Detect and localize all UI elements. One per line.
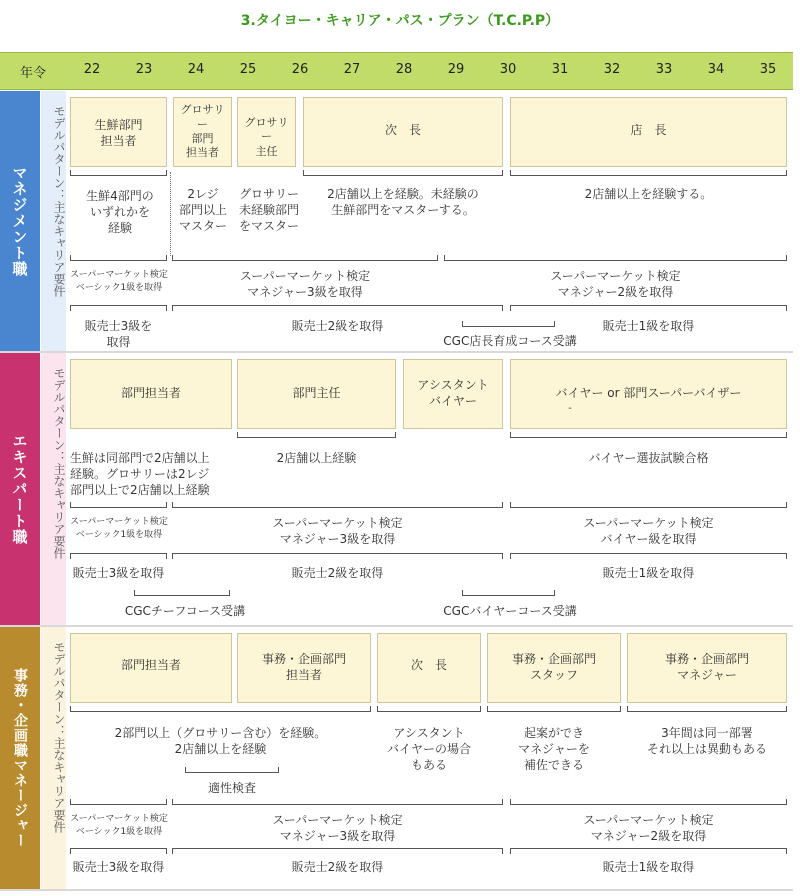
- box-assistant-buyer: アシスタント バイヤー: [403, 359, 503, 429]
- year-35: 35: [759, 62, 777, 77]
- note-office-2-depts: 2部門以上（グロサリー含む）を経験。 2店舗以上を経験: [114, 726, 327, 757]
- age-label: 年令: [19, 66, 46, 81]
- management-sub-label: モデルパターン：主なキャリア要件: [41, 91, 66, 351]
- note-2-register: 2レジ 部門以上 マスター: [178, 187, 227, 234]
- note-buyer-exam: バイヤー選抜試験合格: [588, 451, 709, 465]
- year-29: 29: [447, 62, 465, 77]
- year-32: 32: [603, 62, 621, 77]
- expert-exam-manager-3: スーパーマーケット検定 マネジャー3級を取得: [272, 516, 403, 547]
- expert-sales-2: 販売士2級を取得: [291, 566, 384, 580]
- office-sales-2: 販売士2級を取得: [291, 860, 384, 874]
- exam-basic-1: スーパーマーケット検定 ベーシック1級を取得: [70, 270, 168, 293]
- note-dept-stores: 生鮮は同部門で2店舗以上 経験。グロサリーは2レジ 部門以上で2店舗以上経験: [70, 451, 210, 498]
- aptitude-test: 適性検査: [207, 781, 256, 795]
- note-fresh-4: 生鮮4部門の いずれかを 経験: [86, 189, 154, 236]
- buyer-supervisor-label: バイヤー or 部門スーパーバイザー: [555, 386, 742, 401]
- year-22: 22: [83, 62, 101, 77]
- office-exam-manager-3: スーパーマーケット検定 マネジャー3級を取得: [272, 813, 403, 844]
- year-34: 34: [707, 62, 725, 77]
- note-expert-2-stores: 2店舗以上経験: [276, 451, 357, 465]
- box-store-manager: 店 長: [510, 97, 787, 167]
- management-band: マネジメント職: [0, 91, 40, 351]
- box-grocery-chief: グロサリー 主任: [237, 97, 296, 167]
- year-31: 31: [551, 62, 569, 77]
- sales-3: 販売士3級を 取得: [84, 319, 153, 350]
- year-28: 28: [395, 62, 413, 77]
- box-office-planning-staff2: 事務・企画部門 スタッフ: [487, 633, 621, 703]
- office-sub-label: モデルパターン：主なキャリア要件: [41, 627, 66, 889]
- office-exam-manager-2: スーパーマーケット検定 マネジャー2級を取得: [583, 813, 714, 844]
- exam-manager-3: スーパーマーケット検定 マネジャー3級を取得: [239, 269, 371, 300]
- year-30: 30: [499, 62, 517, 77]
- note-draft-proposal: 起案ができ マネジャーを 補佐できる: [518, 726, 590, 773]
- year-27: 27: [343, 62, 361, 77]
- expert-exam-basic-1: スーパーマーケット検定 ベーシック1級を取得: [70, 517, 168, 540]
- box-dept-chief: 部門主任: [237, 359, 396, 429]
- page-title: 3.タイヨー・キャリア・パス・プラン（T.C.P.P）: [240, 13, 560, 29]
- office-exam-basic-1: スーパーマーケット検定 ベーシック1級を取得: [70, 814, 168, 837]
- expert-sales-1: 販売士1級を取得: [602, 566, 695, 580]
- box-buyer-supervisor: [510, 359, 787, 429]
- course-chief: CGCチーフコース受講: [124, 604, 246, 618]
- expert-exam-buyer: スーパーマーケット検定 バイヤー級を取得: [583, 516, 714, 547]
- note-assistant-buyer: アシスタント バイヤーの場合 もある: [386, 726, 471, 773]
- box-dept-staff: 部門担当者: [70, 359, 232, 429]
- box-office-planning-staff: 事務・企画部門 担当者: [237, 633, 371, 703]
- box-office-dept-staff: 部門担当者: [70, 633, 232, 703]
- year-23: 23: [135, 62, 153, 77]
- note-grocery-master: グロサリー 未経験部門 をマスター: [238, 187, 299, 234]
- box-office-planning-manager: 事務・企画部門 マネジャー: [627, 633, 787, 703]
- expert-sales-3: 販売士3級を取得: [72, 566, 165, 580]
- year-25: 25: [239, 62, 257, 77]
- year-26: 26: [291, 62, 309, 77]
- sales-2: 販売士2級を取得: [291, 319, 384, 333]
- box-office-deputy: 次 長: [377, 633, 481, 703]
- note-2-stores: 2店舗以上を経験する。: [584, 187, 713, 201]
- expert-sub-label: モデルパターン：主なキャリア要件: [41, 353, 66, 625]
- office-sales-1: 販売士1級を取得: [602, 860, 695, 874]
- exam-manager-2: スーパーマーケット検定 マネジャー2級を取得: [550, 269, 681, 300]
- note-2-stores-fresh: 2店舗以上を経験。未経験の 生鮮部門をマスターする。: [327, 187, 479, 218]
- box-deputy-manager: 次 長: [303, 97, 503, 167]
- expert-band: エキスパート職: [0, 353, 40, 625]
- course-store-manager: CGC店長育成コース受講: [443, 334, 577, 348]
- year-24: 24: [187, 62, 205, 77]
- sales-1: 販売士1級を取得: [602, 319, 695, 333]
- box-mark: -: [568, 403, 572, 414]
- year-33: 33: [655, 62, 673, 77]
- office-band: 事務・企画職マネージャー: [0, 627, 40, 889]
- office-sales-3: 販売士3級を取得: [72, 860, 165, 874]
- note-3-years: 3年間は同一部署 それ以上は異動もある: [646, 726, 767, 757]
- course-buyer: CGCバイヤーコース受講: [443, 604, 577, 618]
- box-grocery-staff: グロサリー 部門 担当者: [173, 97, 232, 167]
- box-fresh-staff: 生鮮部門 担当者: [70, 97, 167, 167]
